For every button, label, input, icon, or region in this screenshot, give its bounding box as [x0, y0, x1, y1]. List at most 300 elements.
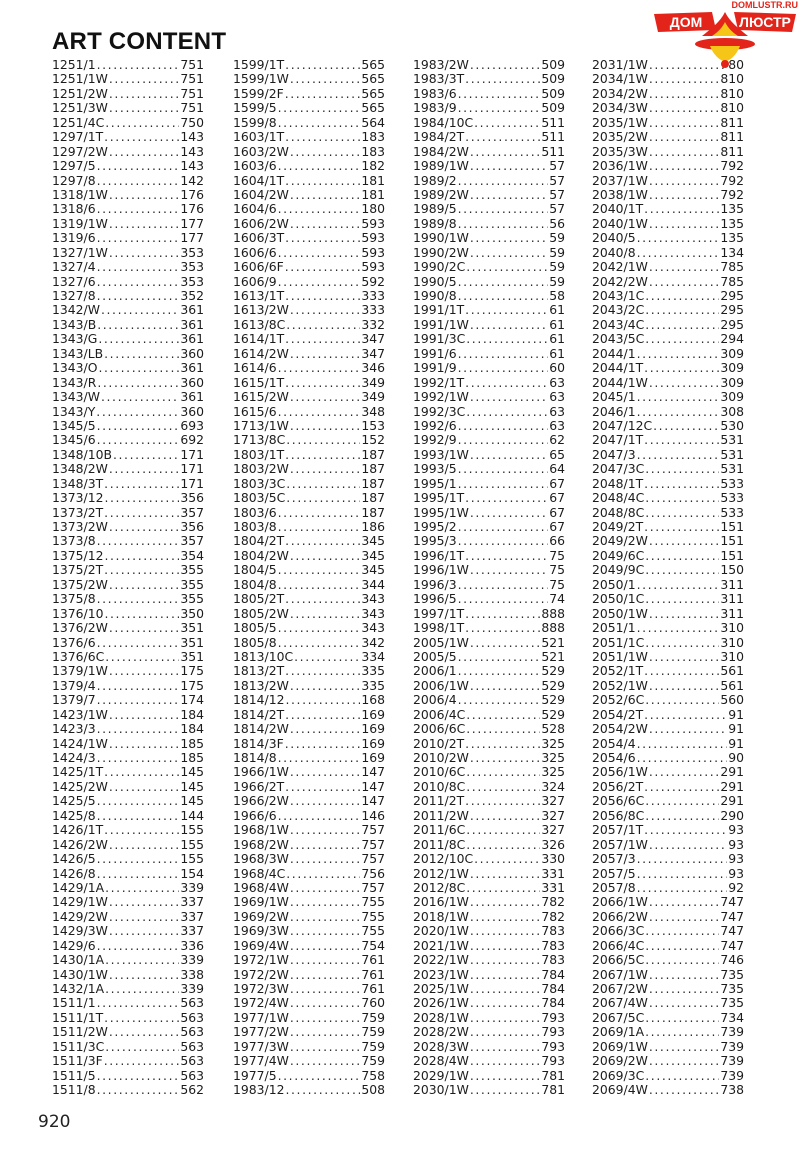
page-ref: 756: [361, 865, 385, 881]
page-ref: 147: [361, 793, 385, 809]
article-code: 1991/1W: [413, 316, 469, 332]
index-entry: [233, 491, 385, 505]
index-entry: [52, 852, 204, 866]
leader-dots: [465, 737, 540, 751]
index-entry: [233, 477, 385, 491]
article-code: 2042/2W: [592, 273, 648, 289]
article-code: 1343/G: [52, 331, 98, 347]
article-code: 2040/8: [592, 244, 636, 260]
page-ref: 176: [180, 201, 204, 217]
page-ref: 80: [728, 57, 744, 72]
index-entry: [592, 275, 744, 289]
index-entry: [52, 1025, 204, 1039]
article-code: 1990/8: [413, 288, 457, 303]
index-entry: [233, 939, 385, 953]
article-code: 1968/1W: [233, 822, 289, 838]
index-entry: [413, 809, 565, 823]
leader-dots: [466, 260, 548, 274]
leader-dots: [465, 621, 540, 635]
page-ref: 57: [549, 172, 565, 188]
article-code: 1977/4W: [233, 1053, 289, 1069]
page-ref: 345: [361, 547, 385, 563]
article-code: 2056/2T: [592, 778, 644, 794]
page-ref: 59: [549, 273, 565, 289]
index-entry: [413, 318, 565, 332]
article-code: 1804/2W: [233, 547, 289, 563]
article-code: 1343/O: [52, 360, 98, 376]
page-ref: 344: [361, 576, 385, 592]
index-entry: [52, 130, 204, 144]
leader-dots: [637, 347, 720, 361]
index-entry: [52, 347, 204, 361]
page-ref: 184: [180, 706, 204, 722]
page-ref: 361: [180, 360, 204, 376]
page-ref: 66: [549, 533, 565, 549]
index-entry: [592, 87, 744, 101]
article-code: 1813/2T: [233, 663, 285, 679]
page-ref: 169: [361, 735, 385, 751]
page-ref: 325: [541, 764, 565, 780]
page-ref: 145: [180, 764, 204, 780]
leader-dots: [458, 592, 549, 606]
page-ref: 63: [549, 374, 565, 390]
leader-dots: [278, 101, 361, 115]
leader-dots: [109, 838, 180, 852]
article-code: 2044/1: [592, 345, 636, 361]
index-entry: [592, 809, 744, 823]
leader-dots: [470, 1040, 541, 1054]
leader-dots: [290, 1011, 361, 1025]
index-entry: [52, 405, 204, 419]
index-entry: [52, 506, 204, 520]
leader-dots: [113, 448, 179, 462]
page-ref: 563: [180, 995, 204, 1011]
article-code: 2066/5C: [592, 952, 645, 968]
page-ref: 63: [549, 417, 565, 433]
page-ref: 755: [361, 908, 385, 924]
index-entry: [592, 910, 744, 924]
index-entry: [52, 664, 204, 678]
page-ref: 353: [180, 273, 204, 289]
page-ref: 781: [541, 1067, 565, 1083]
page-ref: 759: [361, 1009, 385, 1025]
index-entry: [52, 520, 204, 534]
index-entry: [233, 852, 385, 866]
page-ref: 57: [549, 186, 565, 202]
article-code: 1599/2F: [233, 85, 284, 101]
leader-dots: [466, 722, 540, 736]
leader-dots: [290, 390, 361, 404]
index-entry: [233, 462, 385, 476]
leader-dots: [649, 159, 720, 173]
page-ref: 361: [180, 302, 204, 318]
page-ref: 757: [361, 836, 385, 852]
page-ref: 58: [549, 288, 565, 303]
index-entry: [233, 116, 385, 130]
index-entry: [233, 895, 385, 909]
article-code: 1348/2W: [52, 461, 108, 477]
article-code: 1603/2W: [233, 143, 289, 159]
index-entry: [233, 823, 385, 837]
article-code: 1995/1T: [413, 490, 465, 506]
index-entry: [413, 996, 565, 1010]
page-ref: 171: [180, 475, 204, 491]
leader-dots: [645, 693, 719, 707]
index-entry: [413, 780, 565, 794]
page-ref: 563: [180, 1053, 204, 1069]
page-ref: 754: [361, 937, 385, 953]
leader-dots: [109, 72, 180, 86]
index-entry: [52, 910, 204, 924]
index-entry: [233, 592, 385, 606]
article-code: 1423/3: [52, 721, 96, 737]
article-code: 2054/2T: [592, 706, 644, 722]
article-code: 1376/6: [52, 634, 96, 650]
article-code: 1319/1W: [52, 215, 108, 231]
index-entry: [52, 809, 204, 823]
page-ref: 529: [541, 663, 565, 679]
leader-dots: [96, 405, 179, 419]
article-code: 1805/2W: [233, 605, 289, 621]
leader-dots: [290, 1040, 361, 1054]
index-entry: [592, 1011, 744, 1025]
article-code: 1599/5: [233, 100, 277, 116]
article-code: 1814/2T: [233, 706, 285, 722]
index-entry: [233, 405, 385, 419]
leader-dots: [285, 592, 360, 606]
article-code: 2010/2W: [413, 750, 469, 765]
article-code: 2048/1T: [592, 475, 644, 491]
leader-dots: [97, 289, 180, 303]
page-ref: 187: [361, 475, 385, 491]
leader-dots: [466, 838, 540, 852]
leader-dots: [649, 607, 720, 621]
article-code: 1969/2W: [233, 908, 289, 924]
leader-dots: [645, 549, 719, 563]
index-entry: [413, 145, 565, 159]
leader-dots: [644, 361, 719, 375]
page-number: 920: [38, 1112, 71, 1132]
page-ref: 335: [361, 677, 385, 693]
leader-dots: [470, 58, 541, 72]
article-code: 1425/1T: [52, 764, 104, 780]
page-ref: 784: [541, 995, 565, 1011]
page-ref: 171: [180, 461, 204, 477]
leader-dots: [645, 462, 719, 476]
article-code: 1614/1T: [233, 331, 285, 347]
leader-dots: [470, 145, 541, 159]
page-ref: 187: [361, 461, 385, 477]
index-entry: [592, 390, 744, 404]
leader-dots: [470, 1083, 541, 1097]
index-entry: [233, 1069, 385, 1083]
logo-left-word: ДОМ: [669, 14, 703, 30]
page-ref: 310: [720, 620, 744, 636]
article-code: 1603/6: [233, 158, 277, 174]
leader-dots: [285, 664, 360, 678]
page-ref: 309: [720, 360, 744, 376]
article-code: 1991/9: [413, 360, 457, 376]
index-entry: [592, 881, 744, 895]
index-column-2: [233, 58, 385, 1098]
index-entry: [52, 1054, 204, 1068]
leader-dots: [470, 231, 548, 245]
page-ref: 509: [541, 71, 565, 87]
page-ref: 784: [541, 966, 565, 982]
article-code: 1297/8: [52, 172, 96, 188]
leader-dots: [104, 607, 179, 621]
article-code: 2048/8C: [592, 504, 645, 520]
index-entry: [592, 953, 744, 967]
article-code: 1968/3W: [233, 851, 289, 867]
article-code: 1805/2T: [233, 591, 285, 607]
index-entry: [52, 549, 204, 563]
leader-dots: [637, 578, 720, 592]
page-ref: 361: [180, 389, 204, 405]
article-code: 1343/W: [52, 389, 100, 405]
index-entry: [592, 231, 744, 245]
index-entry: [52, 419, 204, 433]
leader-dots: [645, 332, 719, 346]
page-ref: 151: [720, 547, 744, 563]
index-entry: [592, 188, 744, 202]
page-ref: 509: [541, 85, 565, 101]
page-ref: 562: [180, 1082, 204, 1098]
index-entry: [592, 1069, 744, 1083]
article-code: 2005/5: [413, 648, 457, 664]
index-entry: [233, 1083, 385, 1097]
index-entry: [233, 953, 385, 967]
article-code: 2052/1W: [592, 677, 648, 693]
leader-dots: [466, 405, 548, 419]
leader-dots: [109, 924, 180, 938]
leader-dots: [645, 318, 719, 332]
article-code: 1803/2W: [233, 461, 289, 477]
leader-dots: [290, 895, 361, 909]
index-entry: [413, 823, 565, 837]
leader-dots: [285, 332, 360, 346]
index-entry: [592, 332, 744, 346]
page-ref: 56: [549, 215, 565, 231]
index-entry: [413, 477, 565, 491]
leader-dots: [290, 303, 361, 317]
page-ref: 333: [361, 302, 385, 318]
leader-dots: [101, 390, 179, 404]
article-code: 1345/6: [52, 432, 96, 448]
index-entry: [413, 924, 565, 938]
index-entry: [592, 101, 744, 115]
article-code: 2048/4C: [592, 490, 645, 506]
index-entry: [592, 578, 744, 592]
index-entry: [413, 231, 565, 245]
leader-dots: [465, 376, 548, 390]
article-code: 2052/1T: [592, 663, 644, 679]
article-code: 1993/5: [413, 461, 457, 477]
page-ref: 145: [180, 778, 204, 794]
page-ref: 531: [720, 446, 744, 462]
leader-dots: [97, 939, 180, 953]
page-ref: 63: [549, 403, 565, 419]
index-entry: [52, 433, 204, 447]
article-code: 1990/2C: [413, 259, 466, 275]
article-code: 1327/4: [52, 259, 96, 275]
leader-dots: [649, 910, 720, 924]
page-ref: 147: [361, 778, 385, 794]
page-ref: 184: [180, 721, 204, 737]
page-ref: 353: [180, 259, 204, 275]
index-entry: [413, 1083, 565, 1097]
index-entry: [413, 621, 565, 635]
page-ref: 360: [180, 345, 204, 361]
leader-dots: [278, 246, 361, 260]
leader-dots: [290, 217, 361, 231]
page-ref: 65: [549, 446, 565, 462]
page-ref: 182: [361, 158, 385, 174]
leader-dots: [290, 722, 361, 736]
page-ref: 357: [180, 504, 204, 520]
index-entry: [592, 174, 744, 188]
article-code: 1972/4W: [233, 995, 289, 1011]
leader-dots: [105, 650, 179, 664]
index-entry: [52, 693, 204, 707]
leader-dots: [286, 477, 360, 491]
leader-dots: [458, 650, 541, 664]
article-code: 2044/1W: [592, 374, 648, 390]
leader-dots: [109, 101, 180, 115]
article-code: 1251/4C: [52, 114, 105, 130]
page-ref: 735: [720, 995, 744, 1011]
leader-dots: [649, 275, 720, 289]
page-ref: 739: [720, 1038, 744, 1054]
index-entry: [233, 361, 385, 375]
article-code: 2067/5C: [592, 1009, 645, 1025]
page-ref: 67: [549, 519, 565, 534]
leader-dots: [104, 549, 179, 563]
article-code: 1430/1W: [52, 966, 108, 982]
leader-dots: [290, 838, 361, 852]
page-ref: 295: [720, 302, 744, 318]
index-entry: [413, 506, 565, 520]
page-ref: 533: [720, 504, 744, 520]
leader-dots: [466, 780, 540, 794]
index-entry: [52, 188, 204, 202]
leader-dots: [278, 520, 361, 534]
leader-dots: [458, 419, 549, 433]
page-ref: 93: [728, 865, 744, 881]
page-ref: 511: [541, 129, 565, 145]
index-entry: [592, 448, 744, 462]
page-ref: 57: [549, 158, 565, 174]
article-code: 1991/6: [413, 345, 457, 361]
page-ref: 333: [361, 288, 385, 303]
leader-dots: [290, 679, 361, 693]
leader-dots: [278, 621, 361, 635]
leader-dots: [637, 405, 720, 419]
index-entry: [52, 72, 204, 86]
index-entry: [52, 491, 204, 505]
leader-dots: [290, 823, 361, 837]
page-ref: 563: [180, 1038, 204, 1054]
leader-dots: [105, 881, 179, 895]
index-entry: [413, 607, 565, 621]
article-code: 1805/5: [233, 620, 277, 636]
leader-dots: [97, 275, 180, 289]
leader-dots: [109, 737, 180, 751]
leader-dots: [97, 1083, 180, 1097]
leader-dots: [101, 303, 179, 317]
article-code: 1804/8: [233, 576, 277, 592]
page-ref: 332: [361, 316, 385, 332]
leader-dots: [290, 765, 361, 779]
index-entry: [592, 506, 744, 520]
article-code: 1343/B: [52, 316, 97, 332]
page-ref: 60: [549, 360, 565, 376]
page-ref: 811: [720, 129, 744, 145]
article-code: 2021/1W: [413, 937, 469, 953]
index-entry: [413, 72, 565, 86]
leader-dots: [470, 939, 541, 953]
article-code: 1251/1W: [52, 71, 108, 87]
article-code: 2050/1C: [592, 591, 645, 607]
index-entry: [233, 780, 385, 794]
leader-dots: [649, 650, 720, 664]
page-ref: 351: [180, 620, 204, 636]
article-code: 2026/1W: [413, 995, 469, 1011]
page-ref: 155: [180, 851, 204, 867]
leader-dots: [109, 895, 180, 909]
article-code: 2056/6C: [592, 793, 645, 809]
page-ref: 308: [720, 403, 744, 419]
leader-dots: [290, 794, 361, 808]
index-entry: [592, 838, 744, 852]
leader-dots: [97, 260, 180, 274]
page-ref: 561: [720, 663, 744, 679]
page-ref: 311: [720, 605, 744, 621]
leader-dots: [644, 433, 719, 447]
leader-dots: [645, 953, 719, 967]
article-code: 1511/3C: [52, 1038, 105, 1054]
article-code: 1425/2W: [52, 778, 108, 794]
page-ref: 343: [361, 620, 385, 636]
page-ref: 152: [361, 432, 385, 448]
page-ref: 347: [361, 331, 385, 347]
article-code: 1251/2W: [52, 85, 108, 101]
index-entry: [413, 130, 565, 144]
leader-dots: [637, 852, 728, 866]
index-entry: [413, 462, 565, 476]
leader-dots: [290, 924, 361, 938]
leader-dots: [290, 549, 361, 563]
index-entry: [413, 448, 565, 462]
article-code: 1327/8: [52, 288, 96, 303]
index-entry: [413, 1040, 565, 1054]
article-code: 1977/2W: [233, 1024, 289, 1040]
leader-dots: [285, 260, 361, 274]
article-code: 1426/1T: [52, 822, 104, 838]
page-ref: 739: [720, 1053, 744, 1069]
article-code: 1606/6F: [233, 259, 284, 275]
leader-dots: [286, 867, 360, 881]
leader-dots: [458, 289, 549, 303]
index-entry: [233, 159, 385, 173]
index-entry: [233, 838, 385, 852]
leader-dots: [109, 188, 180, 202]
article-code: 2051/1W: [592, 648, 648, 664]
page-ref: 75: [549, 562, 565, 578]
leader-dots: [458, 477, 549, 491]
leader-dots: [649, 982, 720, 996]
page-ref: 565: [361, 71, 385, 87]
